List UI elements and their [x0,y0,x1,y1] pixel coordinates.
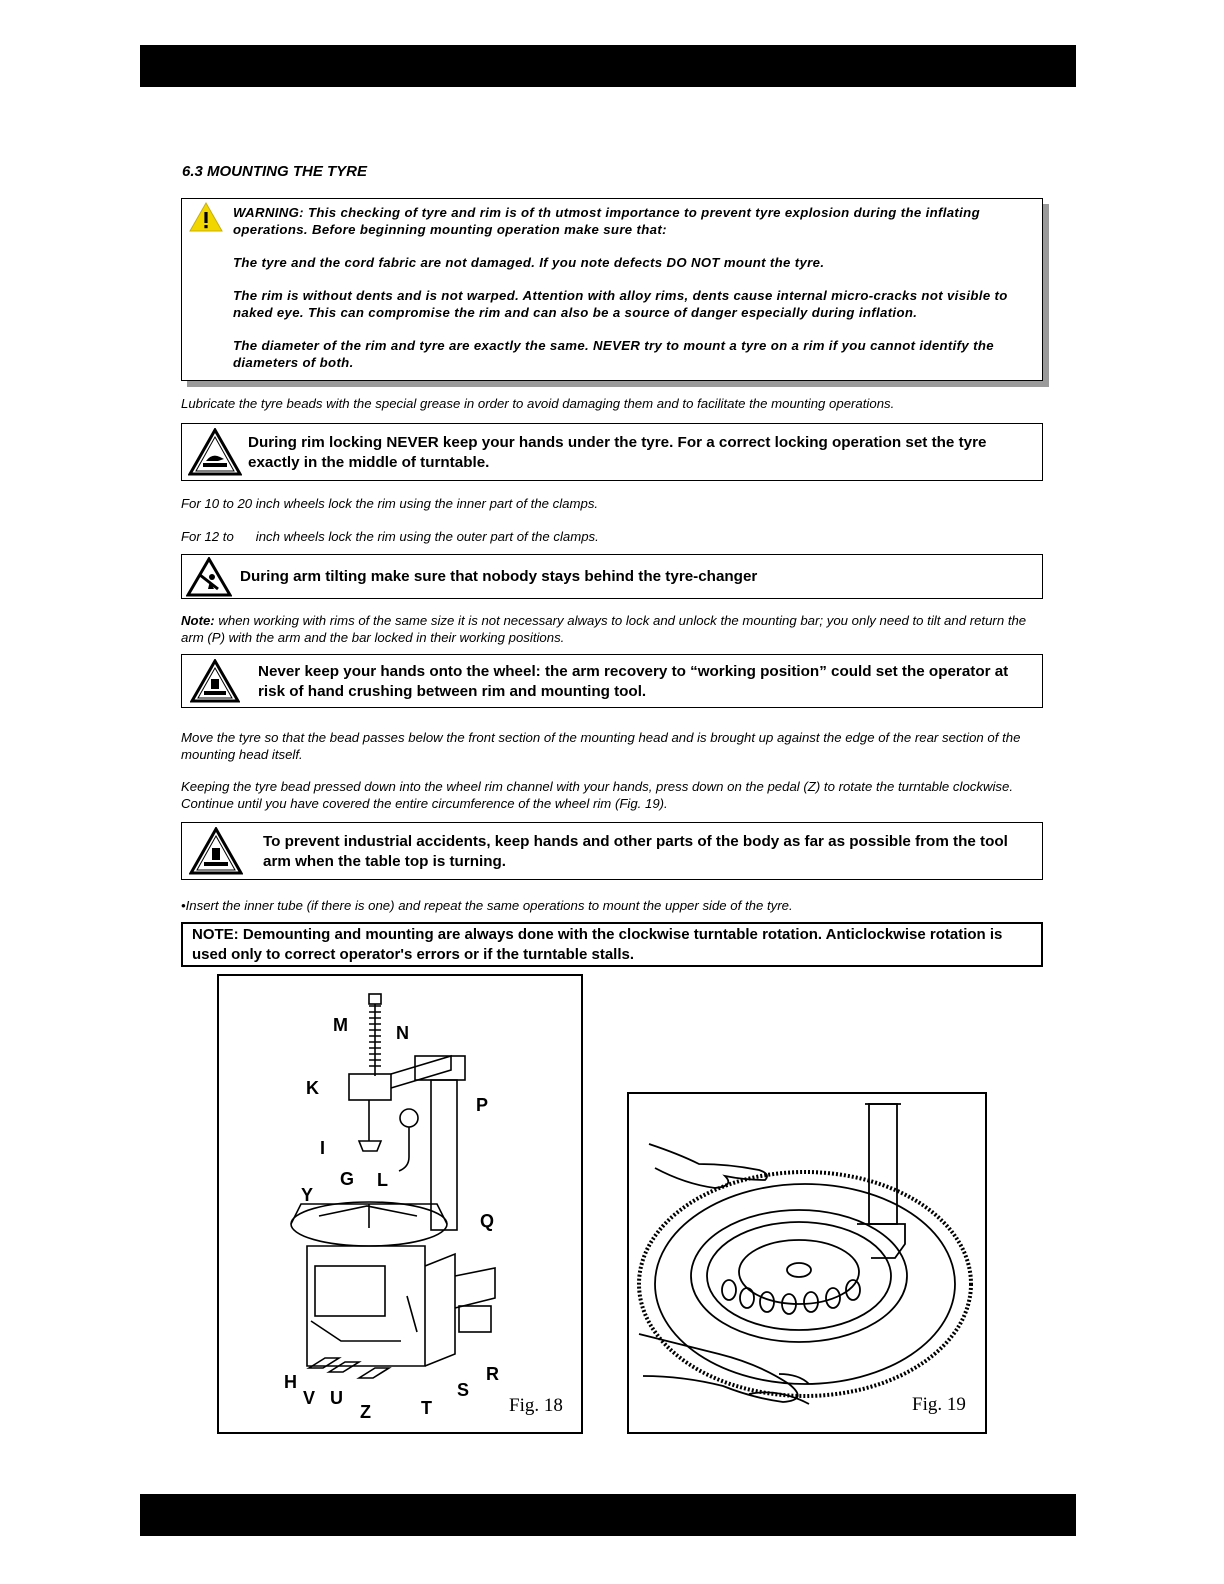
caution-box-rim-locking [181,423,1043,481]
warning-diameter-check: The diameter of the rim and tyre are exactly the same. NEVER try to mount a tyre on a rim if you cannot identify the diameters of both. [233,338,994,370]
footer-bar [140,1494,1076,1536]
warning-intro: WARNING: This checking of tyre and rim is of th utmost importance to prevent tyre explosion during the inflating operations. Before beginning mounting operation make sure that: [233,205,980,237]
caution-rim-locking-text: During rim locking NEVER keep your hands under the tyre. For a correct locking operation set the tyre exactly in the middle of turntable. [248,434,987,471]
note-box [181,922,1043,967]
label-v: V [303,1388,316,1408]
caution-arm-tilting-text: During arm tilting make sure that nobody stays behind the tyre-changer [240,568,758,585]
caution-box-hands-wheel [181,654,1043,708]
label-h: H [284,1372,297,1392]
section-heading: 6.3 MOUNTING THE TYRE [182,163,368,180]
label-l: L [377,1170,388,1190]
caution-box-arm-tilting [181,554,1043,599]
warning-tyre-check: The tyre and the cord fabric are not damaged. If you note defects DO NOT mount the tyre. [233,255,825,270]
figure-18 [217,974,583,1434]
move-tyre-text: Move the tyre so that the bead passes below the front section of the mounting head and is brought up against the edge of the rear section of the mounting head itself. [181,730,1021,762]
outer-clamps-text: For 12 to inch wheels lock the rim using the outer part of the clamps. [181,529,599,544]
label-u: U [330,1388,343,1408]
hand-crush-warning-icon [190,659,240,703]
label-s: S [457,1380,470,1400]
note-paragraph [181,612,1046,646]
label-z: Z [360,1402,371,1422]
label-n: N [396,1023,409,1043]
label-q: Q [480,1211,495,1231]
caution-accidents-text: To prevent industrial accidents, keep hands and other parts of the body as far as possible from the tool arm when the table top is turning. [263,833,1008,870]
label-k: K [306,1078,319,1098]
tyre-changer-illustration [219,976,581,1432]
label-r: R [486,1364,499,1384]
note-text: when working with rims of the same size it is not necessary always to lock and unlock the mounting bar; you only need to tilt and return the arm (P) with the arm and the bar locked in their working positions. [181,613,1027,645]
label-t: T [421,1398,432,1418]
figure-19-caption: Fig. 19 [912,1394,966,1415]
label-p: P [476,1095,489,1115]
label-y: Y [301,1185,314,1205]
warning-triangle-icon [188,201,224,233]
inner-clamps-text: For 10 to 20 inch wheels lock the rim using the inner part of the clamps. [181,496,599,511]
figure-18-caption: Fig. 18 [509,1395,563,1416]
hand-crush-warning-icon [188,428,242,476]
warning-rim-check: The rim is without dents and is not warped. Attention with alloy rims, dents cause internal micro-cracks not visible to naked eye. This can compromise the rim and can also be a source of danger especially during inflation. [233,288,1008,320]
arm-tilt-warning-icon [186,557,232,597]
warning-box [181,198,1043,381]
figure-19 [627,1092,987,1434]
label-m: M [333,1015,348,1035]
note-label: Note: [181,613,215,628]
insert-tube-text: •Insert the inner tube (if there is one) and repeat the same operations to mount the upper side of the tyre. [181,898,793,913]
note-box-text: NOTE: Demounting and mounting are always done with the clockwise turntable rotation. Anticlockwise rotation is used only to correct operator's errors or if the turntable stalls. [192,926,1003,963]
caution-box-accidents [181,822,1043,880]
keep-bead-text: Keeping the tyre bead pressed down into the wheel rim channel with your hands, press down on the pedal (Z) to rotate the turntable clockwise. Continue until you have covered the entire circumference of the wheel rim (Fig. 19). [181,779,1014,811]
header-bar [140,45,1076,87]
label-i: I [320,1138,326,1158]
lubricate-text: Lubricate the tyre beads with the special grease in order to avoid damaging them and to facilitate the mounting operations. [181,396,895,411]
caution-hands-wheel-text: Never keep your hands onto the wheel: the arm recovery to “working position” could set the operator at risk of hand crushing between rim and mounting tool. [258,663,1009,700]
label-g: G [340,1169,355,1189]
hand-crush-warning-icon [189,827,243,875]
tyre-mounting-illustration [629,1094,985,1432]
